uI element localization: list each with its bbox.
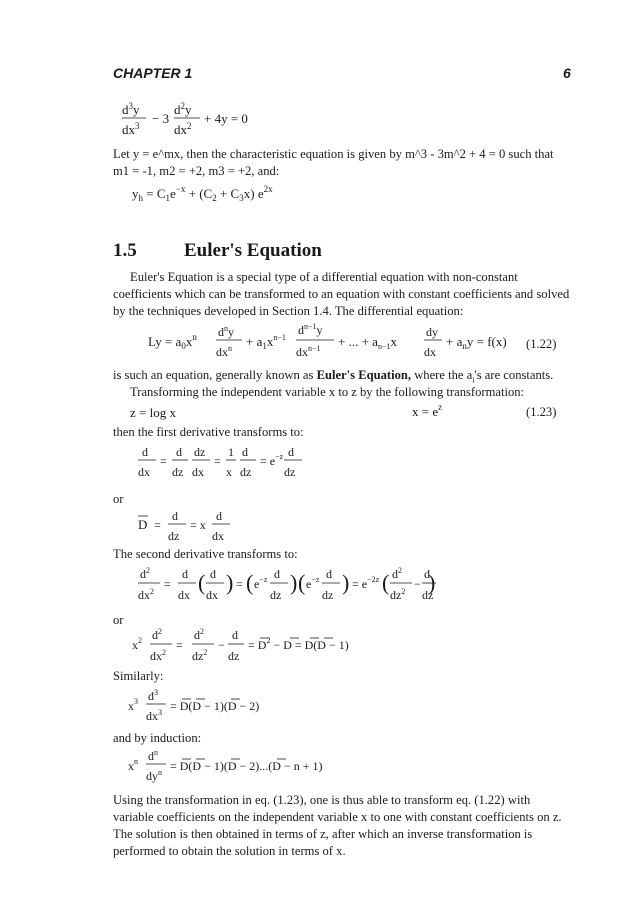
svg-text:): ) bbox=[428, 570, 436, 595]
svg-text:=: = bbox=[160, 454, 167, 468]
svg-text:=: = bbox=[176, 638, 183, 652]
xn-relation-equation bbox=[126, 744, 376, 788]
svg-text:d: d bbox=[172, 509, 178, 523]
svg-text:d: d bbox=[288, 445, 294, 459]
svg-text:d: d bbox=[176, 445, 182, 459]
svg-text:d: d bbox=[216, 509, 222, 523]
svg-text:x3: $x^3$ bbox=[128, 697, 138, 713]
char-eq-line2: m1 = -1, m2 = +2, m3 = +2, and: bbox=[113, 164, 280, 178]
svg-text:+ a1xn−1: + $a_1x^{n-1}$ bbox=[246, 333, 286, 351]
svg-text:= D(D − 1)(D − 2)...(D − n + 1: = D(D − 1)(D − 2)...(D − n + 1) bbox=[170, 759, 323, 773]
svg-text:d: d bbox=[274, 567, 280, 581]
svg-text:d2: $d^2$ bbox=[194, 627, 204, 642]
then-first-derivative: then the first derivative transforms to: bbox=[113, 425, 304, 439]
equation-number-1-23: (1.23) bbox=[526, 405, 557, 419]
svg-text:dn: $d^n$ bbox=[148, 748, 158, 763]
svg-text:d: d bbox=[326, 567, 332, 581]
svg-text:dz2: $dz^2$ bbox=[390, 587, 406, 602]
svg-text:+ ... + an−1x: + ... + $a_{n-1}x$ bbox=[338, 334, 397, 351]
para2-line1: is such an equation, generally known as Euler's Equation, where the $a_i's$ are constants. bbox=[113, 368, 554, 385]
svg-text:dx: dx bbox=[178, 588, 190, 602]
svg-text:dx: dx bbox=[192, 465, 204, 479]
svg-text:dz: dz bbox=[168, 529, 180, 543]
x2-relation-equation bbox=[130, 622, 370, 668]
svg-text:dx3: $dx^3$ bbox=[146, 708, 162, 723]
section-title: Euler's Equation bbox=[184, 240, 322, 261]
svg-text:1: 1 bbox=[228, 445, 234, 459]
svg-text:dz: dz bbox=[270, 588, 282, 602]
transform-z: z = log x bbox=[130, 405, 176, 420]
svg-text:dz: dz bbox=[228, 649, 240, 663]
svg-text:= e−2z: = $e^{-2z}$ bbox=[352, 575, 380, 591]
svg-text:dx: dx bbox=[424, 345, 436, 359]
svg-text:x = ez: $x = e^z$ bbox=[412, 402, 443, 419]
svg-text:=: = bbox=[164, 577, 171, 591]
char-eq-line1: Let y = e^mx, then the characteristic equation is given by m^3 - 3m^2 + 4 = 0 such that bbox=[113, 147, 554, 161]
svg-text:dxn−1: $dx^{n-1}$ bbox=[296, 344, 321, 359]
svg-text:(: ( bbox=[198, 570, 206, 595]
svg-text:=: = bbox=[214, 454, 221, 468]
closing-line3: The solution is then obtained in terms of z, after which an inverse transformation is bbox=[113, 827, 533, 841]
para1-line3: by the techniques developed in Section 1.4. The differential equation: bbox=[113, 304, 464, 318]
induction-label: and by induction: bbox=[113, 731, 202, 745]
para1-line2: coefficients which can be transformed to an equation with constant coefficients and solved bbox=[113, 287, 570, 301]
x3-relation-equation bbox=[126, 684, 306, 728]
svg-text:yh = C1e−x + (C2 + C3x) e2x: $y_h = C_1e^{-x} + (C_2 + C_3x)$ $e^{2x}$ bbox=[132, 184, 273, 203]
svg-text:dz: dz bbox=[194, 445, 206, 459]
svg-text:+ any = f(x): + $a_ny = f(x)$ bbox=[446, 334, 507, 351]
svg-text:dz: dz bbox=[422, 588, 434, 602]
svg-text:D: D bbox=[138, 517, 148, 532]
svg-text:d2: $d^2$ bbox=[392, 566, 402, 581]
svg-text:dx2: $dx^2$ bbox=[174, 121, 192, 137]
svg-text:− 3: − 3 bbox=[152, 111, 170, 126]
svg-text:dz2: $dz^2$ bbox=[192, 648, 208, 663]
page-number: 6 bbox=[563, 65, 571, 81]
svg-text:d3: $d^3$ bbox=[148, 688, 158, 703]
svg-text:d: d bbox=[182, 567, 188, 581]
euler-general-equation bbox=[148, 320, 528, 364]
second-derivative-close-paren bbox=[428, 562, 438, 606]
svg-text:d: d bbox=[242, 445, 248, 459]
svg-text:dz: dz bbox=[284, 465, 296, 479]
svg-text:d2y: $d^2y$ bbox=[174, 101, 192, 117]
svg-text:(: ( bbox=[382, 570, 390, 595]
svg-text:e−z: $e^{-z}$ bbox=[306, 575, 320, 591]
yh-equation bbox=[130, 182, 330, 204]
transform-x bbox=[412, 400, 472, 422]
svg-text:=: = bbox=[154, 518, 161, 532]
svg-text:= x: = x bbox=[190, 518, 206, 532]
svg-text:dn−1y: $d^{n-1}y$ bbox=[298, 322, 323, 337]
svg-text:x2: $x^2$ bbox=[132, 636, 142, 652]
svg-text:d2: $d^2$ bbox=[140, 566, 150, 581]
svg-text:x: x bbox=[226, 465, 232, 479]
svg-text:(: ( bbox=[246, 570, 254, 595]
svg-text:dny: $d^ny$ bbox=[218, 324, 234, 339]
svg-text:dx2: $dx^2$ bbox=[138, 587, 154, 602]
svg-text:+ 4y = 0: + 4y = 0 bbox=[204, 111, 248, 126]
ode-example-equation bbox=[120, 98, 280, 140]
first-derivative-equation bbox=[136, 440, 306, 484]
svg-text:= D2 − D = D(D − 1): = $D^2 - D = D(D - 1)$ bbox=[248, 636, 349, 652]
or-1: or bbox=[113, 492, 124, 506]
svg-text:e−z: $e^{-z}$ bbox=[254, 575, 268, 591]
second-derivative-intro: The second derivative transforms to: bbox=[113, 547, 298, 561]
svg-text:Ly = a0xn: $Ly = a_0x^n$ bbox=[148, 332, 197, 351]
svg-text:d: d bbox=[232, 628, 238, 642]
d-operator-definition bbox=[136, 504, 246, 546]
svg-text:dz: dz bbox=[172, 465, 184, 479]
svg-text:=: = bbox=[236, 577, 243, 591]
svg-text:dx3: $dx^3$ bbox=[122, 121, 140, 137]
closing-line4: performed to obtain the solution in terms of x. bbox=[113, 844, 346, 858]
svg-text:): ) bbox=[226, 570, 234, 595]
or-2: or bbox=[113, 613, 124, 627]
section-number: 1.5 bbox=[113, 240, 137, 261]
svg-text:dyn: $dy^n$ bbox=[146, 768, 162, 783]
svg-text:dx2: $dx^2$ bbox=[150, 648, 166, 663]
svg-text:xn: $x^n$ bbox=[128, 757, 138, 773]
equation-number-1-22: (1.22) bbox=[526, 337, 557, 351]
second-derivative-equation bbox=[136, 561, 436, 607]
para2-line2: Transforming the independent variable x to z by the following transformation: bbox=[130, 385, 525, 399]
svg-text:−: − bbox=[414, 577, 421, 591]
svg-text:d: d bbox=[210, 567, 216, 581]
svg-text:): ) bbox=[342, 570, 350, 595]
svg-text:dx: dx bbox=[206, 588, 218, 602]
similarly-label: Similarly: bbox=[113, 669, 164, 683]
svg-text:dz: dz bbox=[240, 465, 252, 479]
svg-text:dx: dx bbox=[212, 529, 224, 543]
svg-text:d: d bbox=[424, 567, 430, 581]
svg-text:d: d bbox=[142, 445, 148, 459]
closing-line1: Using the transformation in eq. (1.23), one is thus able to transform eq. (1.22) with bbox=[113, 793, 531, 807]
svg-text:= e−z: = $e^{-z}$ bbox=[260, 452, 284, 468]
svg-text:(: ( bbox=[298, 570, 306, 595]
svg-text:d3y: $d^3y$ bbox=[122, 101, 140, 117]
svg-text:dxn: $dx^n$ bbox=[216, 344, 232, 359]
svg-text:): ) bbox=[290, 570, 298, 595]
chapter-header: CHAPTER 1 bbox=[113, 65, 193, 81]
svg-text:−: − bbox=[218, 638, 225, 652]
svg-text:dz: dz bbox=[322, 588, 334, 602]
closing-line2: variable coefficients on the independent variable x to one with constant coefficients on z. bbox=[113, 810, 562, 824]
para1-line1: Euler's Equation is a special type of a differential equation with non-constant bbox=[130, 270, 518, 284]
svg-text:dy: dy bbox=[426, 325, 438, 339]
svg-text:= D(D − 1)(D − 2): = D(D − 1)(D − 2) bbox=[170, 699, 260, 713]
svg-text:d2: $d^2$ bbox=[152, 627, 162, 642]
svg-text:dx: dx bbox=[138, 465, 150, 479]
